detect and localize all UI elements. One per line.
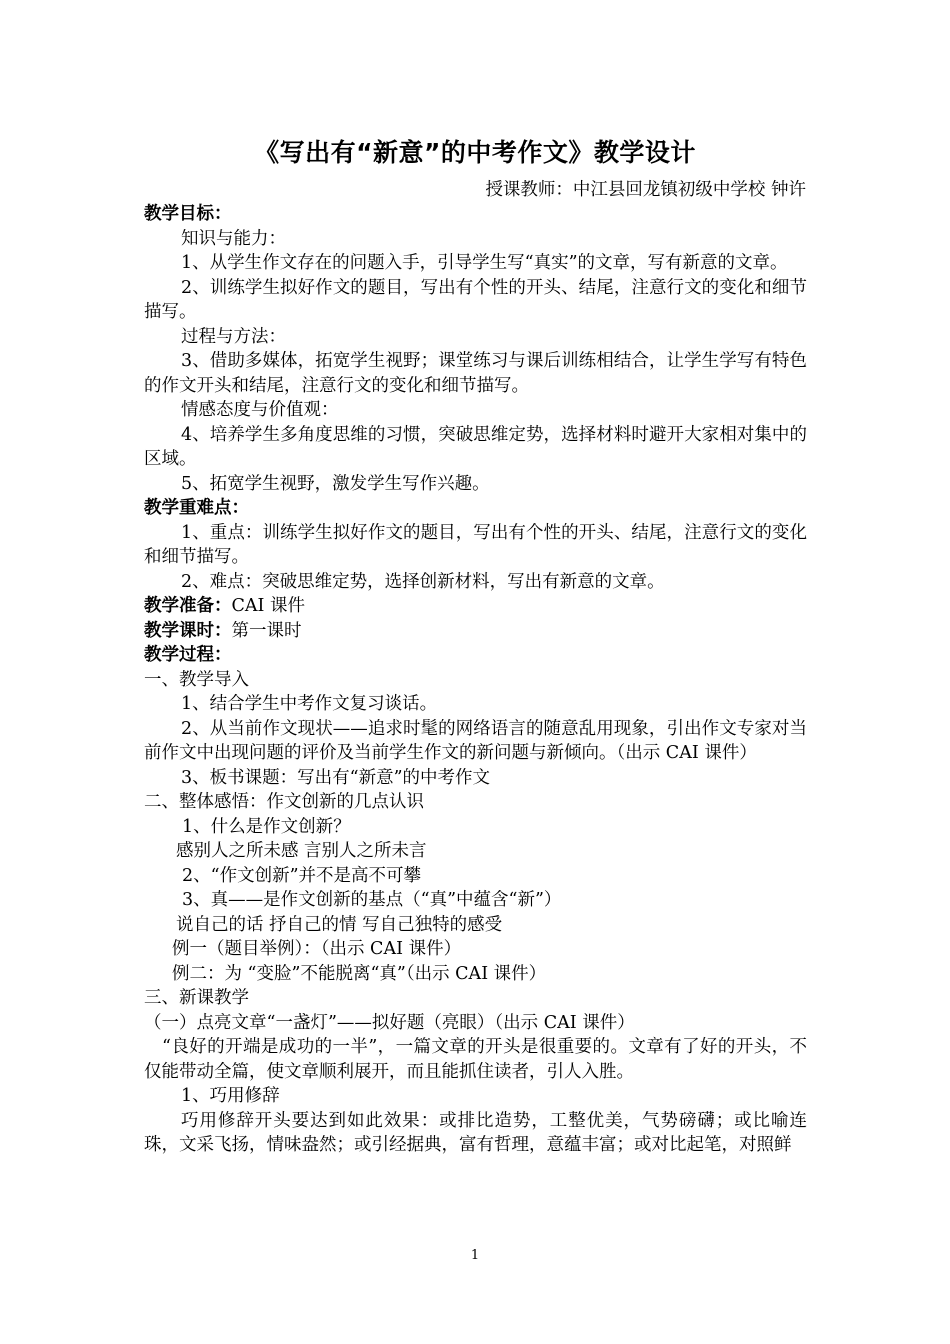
page-title: 《写出有“新意”的中考作文》教学设计 [254, 138, 696, 167]
hours-line [144, 619, 807, 644]
preparation-line [144, 594, 807, 619]
hours-label: 教学课时： [144, 620, 232, 641]
objective-4: 4、培养学生多角度思维的习惯，突破思维定势，选择材料时避开大家相对集中的区域。 [144, 424, 807, 469]
section-1-item-1: 1、结合学生中考作文复习谈话。 [181, 694, 438, 714]
emotion-heading: 情感态度与价值观： [181, 400, 339, 420]
section-1-item-2: 2、从当前作文现状——追求时髦的网络语言的随意乱用现象，引出作文专家对当前作文中出现问题的评价及当前学生作文的新问题与新倾向。（出示 CAI 课件） [144, 718, 807, 763]
section-2-example-2: 例二：为 “变脸”不能脱离“真”（出示 CAI 课件） [172, 963, 547, 984]
section-3-item-1: 1、巧用修辞 [181, 1086, 280, 1106]
section-2-item-1-detail: 感别人之所未感 言别人之所未言 [176, 841, 427, 861]
key-point-2: 2、难点：突破思维定势，选择创新材料，写出有新意的文章。 [181, 571, 665, 592]
document-body [144, 202, 807, 1158]
section-3-subheading-1: （一）点亮文章“一盏灯”——拟好题（亮眼）（出示 CAI 课件） [144, 1012, 635, 1033]
section-2-item-3-detail: 说自己的话 抒自己的情 写自己独特的感受 [176, 914, 503, 935]
preparation-value: CAI 课件 [231, 596, 306, 616]
objective-3: 3、借助多媒体，拓宽学生视野；课堂练习与课后训练相结合，让学生学写有特色的作文开头和结尾，注意行文的变化和细节描写。 [144, 351, 807, 396]
section-2-item-1: 1、什么是作文创新？ [182, 816, 351, 837]
section-1-item-3: 3、板书课题：写出有“新意”的中考作文 [181, 767, 491, 788]
knowledge-heading: 知识与能力： [181, 228, 286, 249]
process-heading: 教学过程： [144, 645, 232, 665]
objective-2: 2、训练学生拟好作文的题目，写出有个性的开头、结尾，注意行文的变化和细节描写。 [144, 277, 807, 322]
objective-5: 5、拓宽学生视野，激发学生写作兴趣。 [181, 473, 490, 494]
hours-value: 第一课时 [231, 620, 302, 641]
preparation-label: 教学准备： [144, 596, 232, 616]
objective-1: 1、从学生作文存在的问题入手，引导学生写“真实”的文章，写有新意的文章。 [181, 253, 788, 273]
section-3-quote-paragraph: “良好的开端是成功的一半”，一篇文章的开头是很重要的。文章有了好的开头，不仅能带动全篇，使文章顺利展开，而且能抓住读者，引人入胜。 [144, 1037, 807, 1082]
section-2-item-2: 2、“作文创新”并不是高不可攀 [182, 865, 422, 886]
objectives-heading: 教学目标： [144, 204, 232, 224]
key-points-heading: 教学重难点： [144, 498, 249, 518]
section-2-heading: 二、整体感悟：作文创新的几点认识 [144, 792, 424, 812]
section-3-item-1-paragraph: 巧用修辞开头要达到如此效果：或排比造势，工整优美，气势磅礴；或比喻连珠，文采飞扬，情味盎然；或引经据典，富有哲理，意蕴丰富；或对比起笔，对照鲜 [144, 1110, 807, 1155]
key-point-1: 1、重点：训练学生拟好作文的题目，写出有个性的开头、结尾，注意行文的变化和细节描写。 [144, 522, 807, 567]
section-2-item-3: 3、真——是作文创新的基点（“真”中蕴含“新”） [182, 890, 562, 910]
process-method-heading: 过程与方法： [181, 326, 286, 347]
author-line: 授课教师：中江县回龙镇初级中学校 钟许 [485, 180, 806, 200]
section-2-example-1: 例一（题目举例）：（出示 CAI 课件） [172, 939, 462, 959]
page-number: 1 [470, 1248, 480, 1263]
section-3-heading: 三、新课教学 [144, 988, 249, 1008]
section-1-heading: 一、教学导入 [144, 669, 249, 690]
